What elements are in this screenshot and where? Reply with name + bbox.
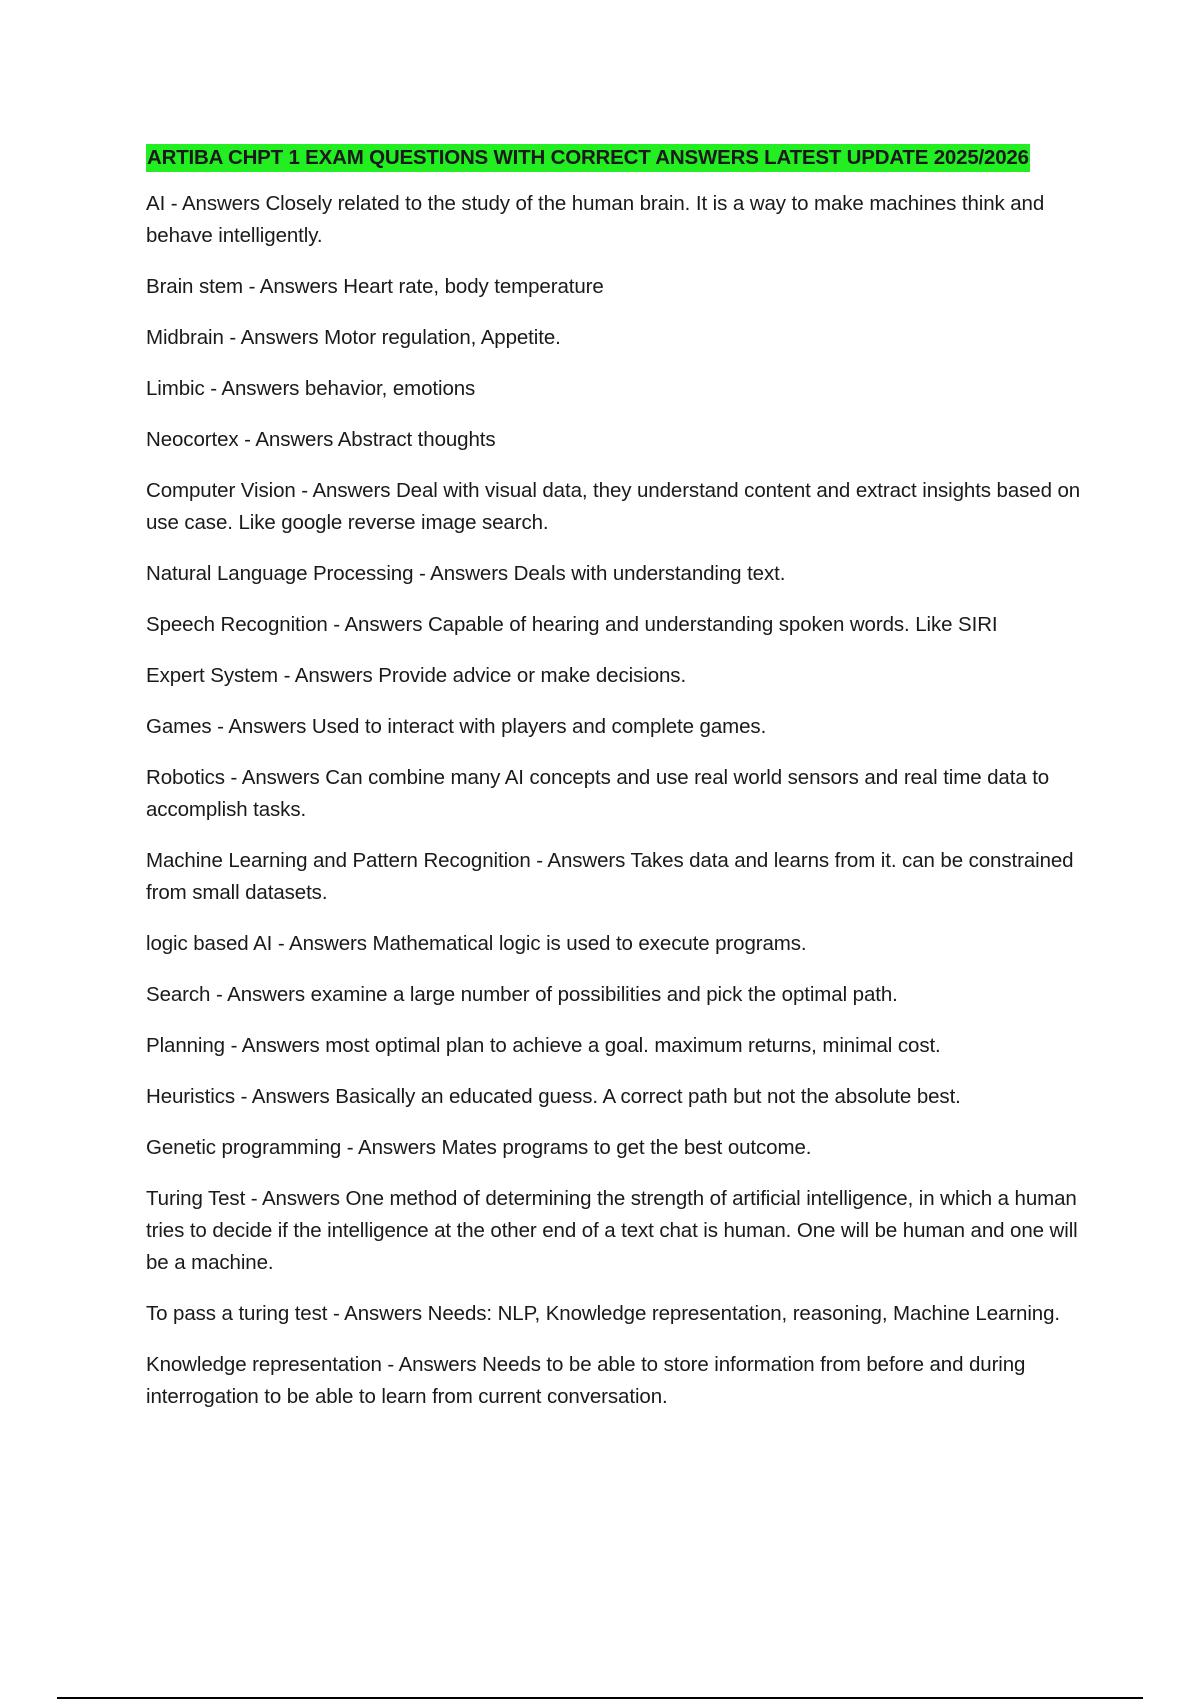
entry-heuristics: Heuristics - Answers Basically an educated guess. A correct path but not the absolute best. — [146, 1085, 961, 1108]
entry-brain-stem: Brain stem - Answers Heart rate, body temperature — [146, 275, 604, 298]
entry-logic-based-ai: logic based AI - Answers Mathematical logic is used to execute programs. — [146, 932, 807, 955]
entry-speech-recognition: Speech Recognition - Answers Capable of hearing and understanding spoken words. Like SIRI — [146, 613, 998, 636]
entry-genetic-programming: Genetic programming - Answers Mates programs to get the best outcome. — [146, 1136, 812, 1159]
entry-pass-turing-test: To pass a turing test - Answers Needs: NLP, Knowledge representation, reasoning, Machine Learning. — [146, 1302, 1061, 1325]
entry-planning: Planning - Answers most optimal plan to achieve a goal. maximum returns, minimal cost. — [146, 1034, 941, 1057]
entry-search: Search - Answers examine a large number of possibilities and pick the optimal path. — [146, 983, 898, 1006]
entry-expert-system: Expert System - Answers Provide advice or make decisions. — [146, 664, 687, 687]
entry-machine-learning: Machine Learning and Pattern Recognition - Answers Takes data and learns from it. can be constrained from small datasets. — [146, 849, 1074, 904]
entry-neocortex: Neocortex - Answers Abstract thoughts — [146, 428, 496, 451]
entry-limbic: Limbic - Answers behavior, emotions — [146, 377, 476, 400]
entry-list — [146, 188, 1096, 1413]
entry-nlp: Natural Language Processing - Answers Deals with understanding text. — [146, 562, 786, 585]
document-title: ARTIBA CHPT 1 EXAM QUESTIONS WITH CORRECT ANSWERS LATEST UPDATE 2025/2026 — [146, 144, 1030, 172]
entry-robotics: Robotics - Answers Can combine many AI concepts and use real world sensors and real time data to accomplish tasks. — [146, 766, 1050, 821]
entry-computer-vision: Computer Vision - Answers Deal with visual data, they understand content and extract insights based on use case. Like google reverse image search. — [146, 479, 1081, 534]
entry-midbrain: Midbrain - Answers Motor regulation, Appetite. — [146, 326, 561, 349]
entry-knowledge-representation: Knowledge representation - Answers Needs to be able to store information from before and during interrogation to be able to learn from current conversation. — [146, 1353, 1026, 1408]
document-content — [146, 144, 1096, 1432]
entry-ai: AI - Answers Closely related to the study of the human brain. It is a way to make machines think and behave intelligently. — [146, 192, 1045, 247]
entry-games: Games - Answers Used to interact with players and complete games. — [146, 715, 767, 738]
entry-turing-test: Turing Test - Answers One method of determining the strength of artificial intelligence, in which a human tries to decide if the intelligence at the other end of a text chat is human. One will be human and one will be a machine. — [146, 1187, 1078, 1274]
footer-divider — [57, 1697, 1143, 1699]
